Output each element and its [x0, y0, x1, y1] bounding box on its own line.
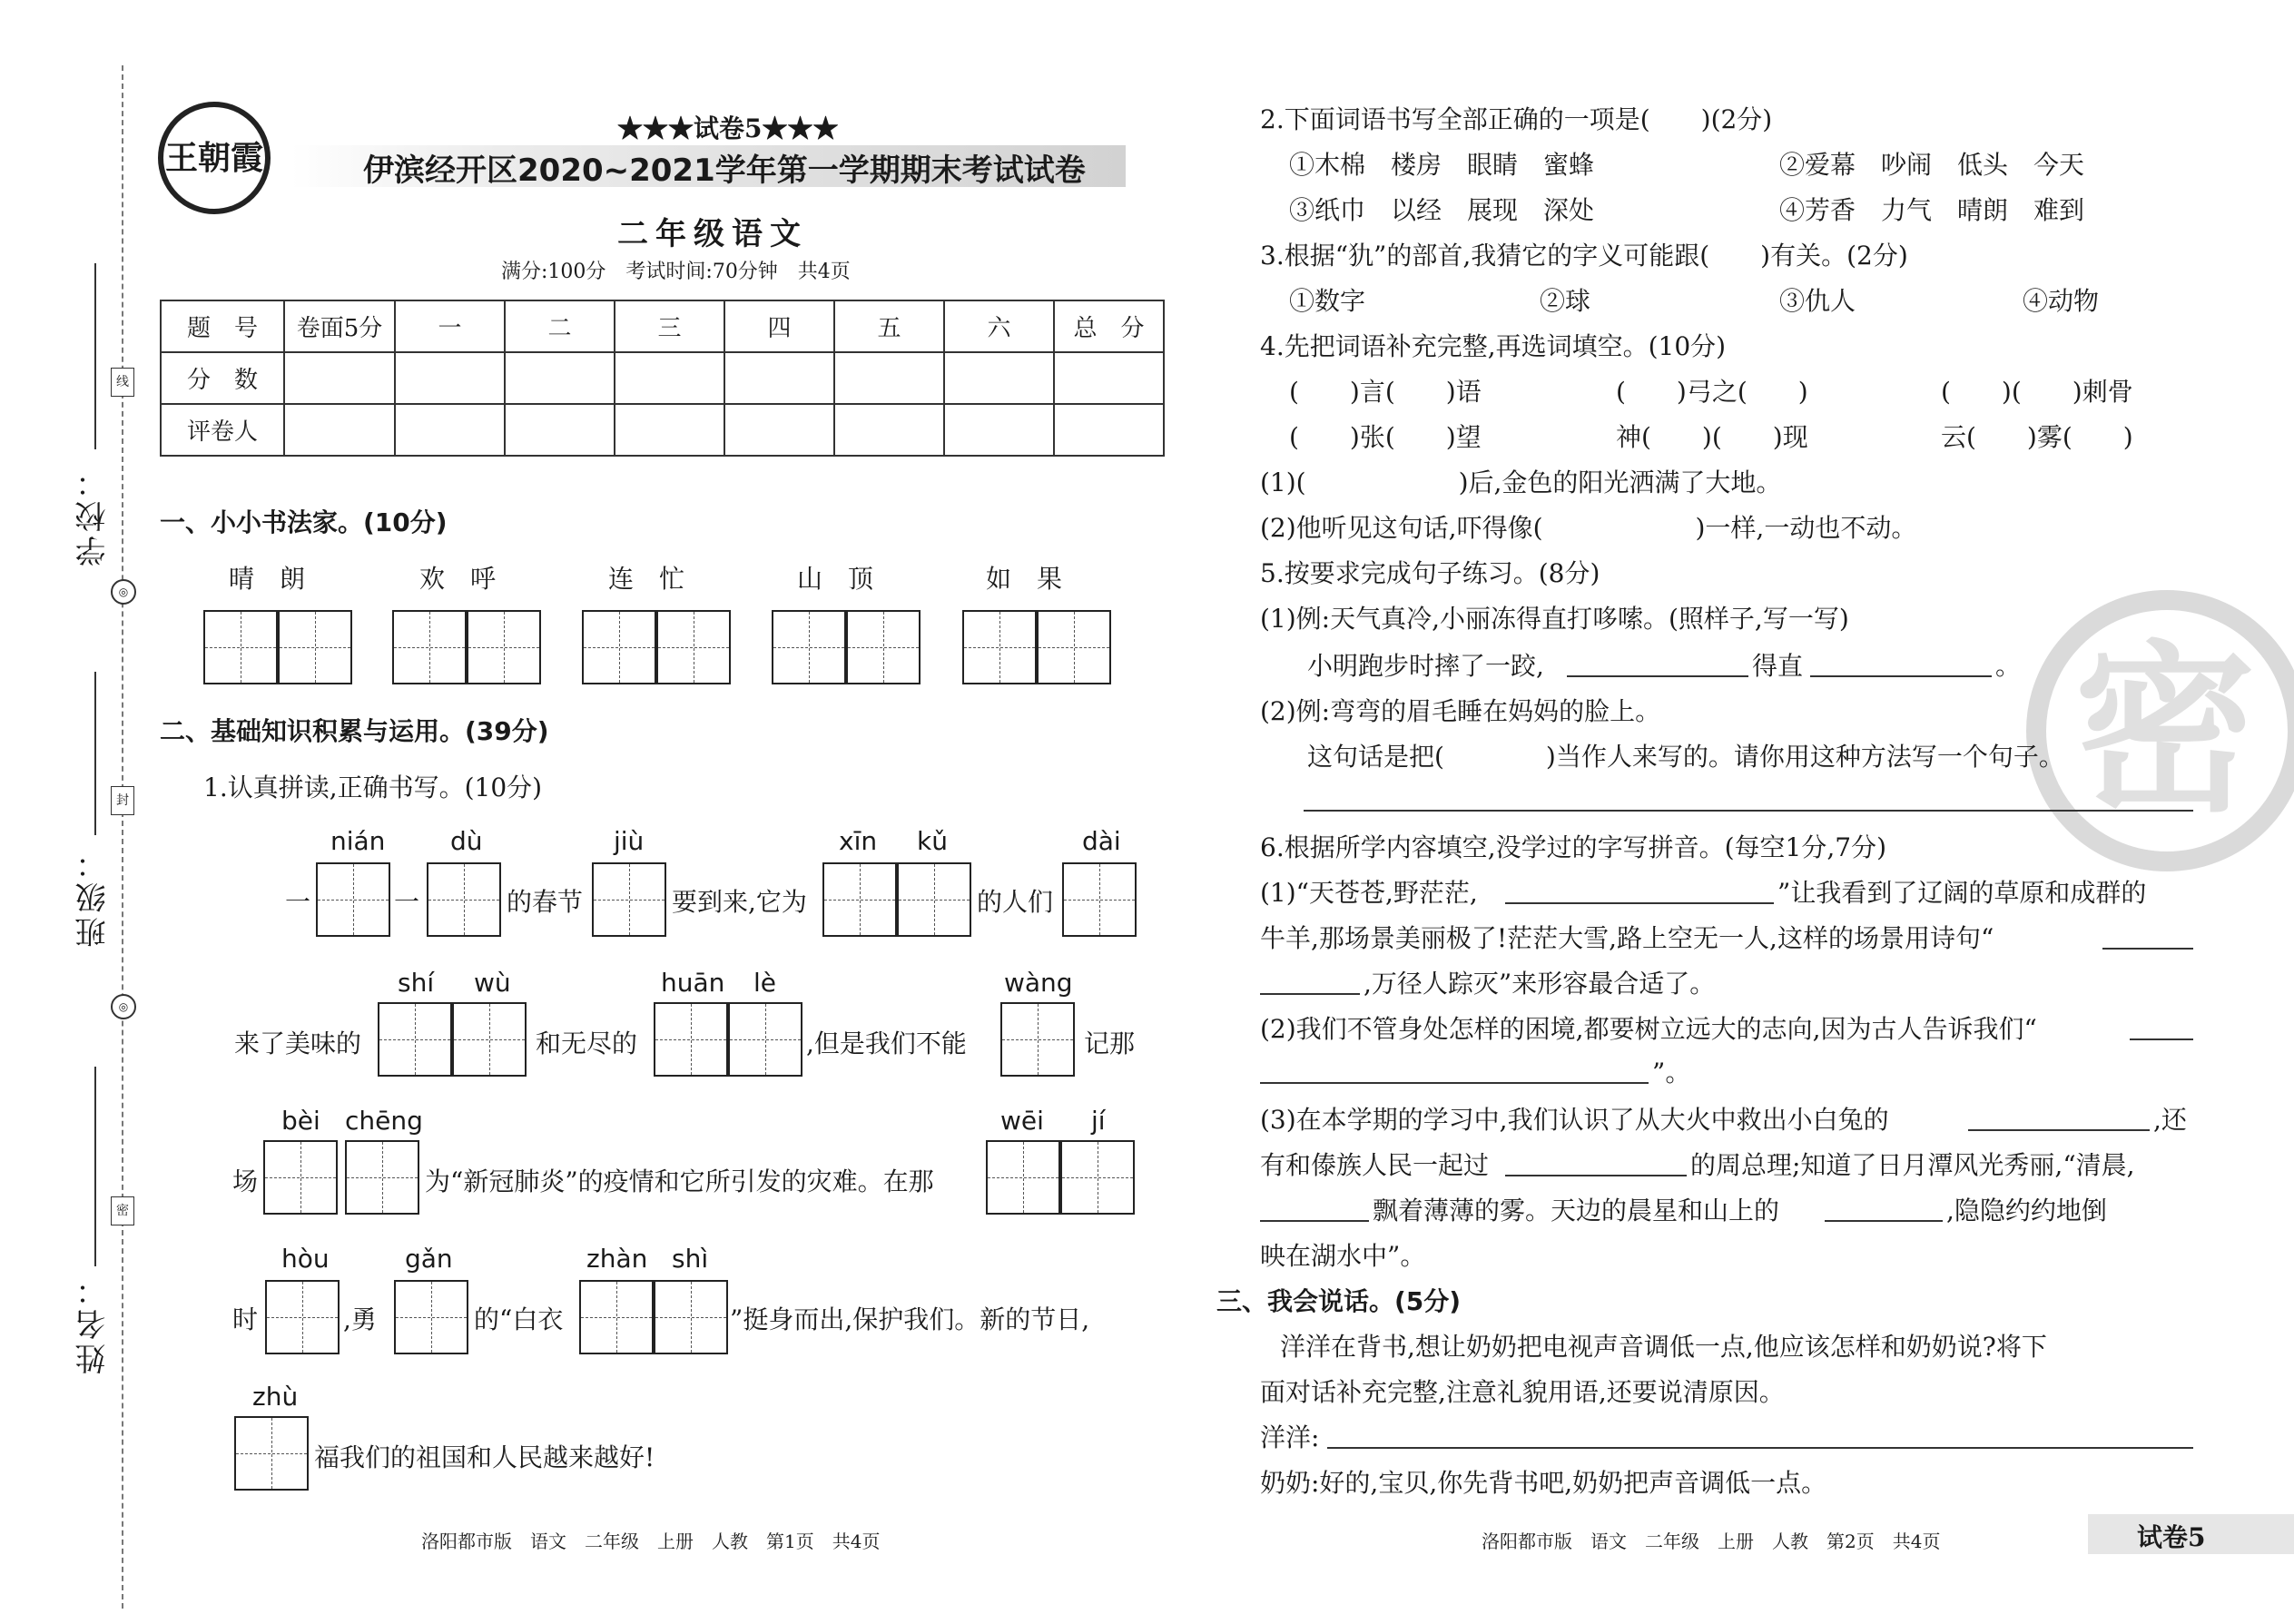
sentence-text: 一 — [394, 887, 420, 917]
writing-box[interactable] — [654, 1280, 728, 1354]
footer-left: 洛阳都市版 语文 二年级 上册 人教 第1页 共4页 — [421, 1530, 881, 1552]
fill-item[interactable]: 云( )雾( ) — [1941, 422, 2133, 452]
score-table-header-row: 题 号 卷面5分 一 二 三 四 五 六 总 分 — [161, 300, 1164, 352]
writing-box[interactable] — [986, 1140, 1060, 1215]
exam-info: 满分:100分 考试时间:70分钟 共4页 — [501, 261, 851, 283]
sentence-text: 的“白衣 — [474, 1304, 564, 1334]
sentence-text: ,但是我们不能 — [806, 1029, 967, 1058]
sentence-text: 的人们 — [977, 887, 1054, 917]
seal-mark-3: 密 — [111, 1196, 134, 1225]
question-1-title: 1.认真拼读,正确书写。(10分) — [203, 773, 543, 802]
option: ②球 — [1540, 286, 1591, 316]
dialog-text: 奶奶:好的,宝贝,你先背书吧,奶奶把声音调低一点。 — [1260, 1468, 1827, 1498]
sentence-text: 场 — [232, 1166, 259, 1196]
writing-box[interactable] — [1000, 1002, 1075, 1077]
footer-tag: 试卷5 — [2137, 1522, 2206, 1552]
section3-text: 面对话补充完整,注意礼貌用语,还要说清原因。 — [1260, 1377, 1785, 1407]
pinyin-label: zhàn — [586, 1244, 648, 1274]
subject-title: 二年级语文 — [617, 216, 808, 252]
binding-hole-icon: ◎ — [111, 579, 136, 605]
pinyin-label: jiù — [614, 826, 645, 856]
name-line — [94, 1067, 96, 1266]
pinyin-label: hòu — [281, 1244, 330, 1274]
calligraphy-word: 晴 朗 — [229, 564, 306, 594]
pinyin-label: chēng — [345, 1106, 423, 1136]
fill-item[interactable]: ( )张( )望 — [1289, 422, 1482, 452]
fill-item[interactable]: ( )( )刺骨 — [1941, 377, 2133, 407]
answer-line[interactable] — [2130, 1038, 2193, 1040]
question-6-title: 6.根据所学内容填空,没学过的字写拼音。(每空1分,7分) — [1260, 832, 1886, 862]
dialog-speaker: 洋洋: — [1260, 1422, 1320, 1452]
binding-dashed-line — [122, 65, 123, 1609]
sentence-text: ,勇 — [343, 1304, 377, 1334]
writing-box[interactable] — [452, 1002, 527, 1077]
school-label: 学校： — [75, 463, 112, 566]
option: ①木棉 楼房 眼睛 蜜蜂 — [1289, 150, 1595, 180]
paper-tag: ★★★试卷5★★★ — [617, 113, 839, 143]
pinyin-label: jí — [1091, 1106, 1106, 1136]
pinyin-label: zhù — [252, 1382, 299, 1412]
writing-box[interactable] — [203, 610, 278, 684]
example-text: (2)例:弯弯的眉毛睡在妈妈的脸上。 — [1260, 696, 1661, 726]
sentence-text: 。 — [1995, 651, 2022, 681]
sentence-text: 的周总理;知道了日月潭风光秀丽,“清晨, — [1690, 1150, 2135, 1180]
class-label: 班级： — [75, 844, 112, 948]
sentence-text: 福我们的祖国和人民越来越好! — [314, 1442, 655, 1472]
sentence-text: (1)“天苍苍,野茫茫, — [1260, 878, 1478, 908]
answer-line[interactable] — [1968, 1129, 2150, 1131]
sentence-text: 这句话是把( )当作人来写的。请你用这种方法写一个句子。 — [1307, 742, 2064, 772]
sentence-text: ”挺身而出,保护我们。新的节日, — [730, 1304, 1090, 1334]
calligraphy-word: 山 顶 — [797, 564, 874, 594]
answer-line[interactable] — [1327, 1447, 2193, 1449]
sentence-text: 得直 — [1752, 651, 1804, 681]
writing-box[interactable] — [582, 610, 656, 684]
fill-sentence[interactable]: (2)他听见这句话,吓得像( )一样,一动也不动。 — [1260, 513, 1917, 543]
writing-box[interactable] — [656, 610, 731, 684]
pinyin-label: huān — [661, 968, 725, 998]
score-row: 分 数 — [161, 352, 1164, 404]
sentence-text: 飘着薄薄的雾。天边的晨星和山上的 — [1373, 1196, 1780, 1225]
option: ④芳香 力气 晴朗 难到 — [1779, 195, 2085, 225]
sentence-text: 牛羊,那场景美丽极了!茫茫大雪,路上空无一人,这样的场景用诗句“ — [1260, 923, 1994, 953]
watermark-stamp-glyph: 密 — [2073, 624, 2256, 837]
pinyin-label: bèi — [281, 1106, 320, 1136]
sentence-text: ,万径人踪灭”来形容最合适了。 — [1364, 969, 1716, 999]
option: ③纸巾 以经 展现 深处 — [1289, 195, 1595, 225]
fill-item[interactable]: ( )弓之( ) — [1616, 377, 1808, 407]
writing-box[interactable] — [846, 610, 921, 684]
sentence-text: 一 — [285, 887, 311, 917]
writing-box[interactable] — [772, 610, 846, 684]
class-line — [94, 672, 96, 835]
sentence-text: 来了美味的 — [234, 1029, 362, 1058]
writing-box[interactable] — [579, 1280, 654, 1354]
writing-box[interactable] — [427, 862, 501, 937]
section2-title: 二、基础知识积累与运用。(39分) — [160, 716, 549, 746]
answer-line[interactable] — [1825, 1220, 1943, 1222]
sentence-text: (3)在本学期的学习中,我们认识了从大火中救出小白兔的 — [1260, 1105, 1889, 1135]
sentence-text: ”。 — [1652, 1058, 1691, 1088]
fill-item[interactable]: 神( )( )现 — [1616, 422, 1808, 452]
score-table — [160, 300, 1165, 457]
answer-line[interactable] — [2102, 948, 2193, 950]
option: ①数字 — [1289, 286, 1366, 316]
footer-right: 洛阳都市版 语文 二年级 上册 人教 第2页 共4页 — [1482, 1530, 1941, 1552]
pinyin-label: gǎn — [405, 1244, 453, 1274]
binding-hole-icon: ◎ — [111, 994, 136, 1019]
pinyin-label: kǔ — [917, 826, 948, 856]
section3-title: 三、我会说话。(5分) — [1216, 1286, 1462, 1316]
question-4-title: 4.先把词语补充完整,再选词填空。(10分) — [1260, 331, 1727, 361]
option: ②爱幕 吵闹 低头 今天 — [1779, 150, 2085, 180]
answer-line[interactable] — [1260, 993, 1360, 995]
fill-item[interactable]: ( )言( )语 — [1289, 377, 1482, 407]
calligraphy-word: 连 忙 — [608, 564, 685, 594]
sentence-text: (2)我们不管身处怎样的困境,都要树立远大的志向,因为古人告诉我们“ — [1260, 1014, 2037, 1044]
writing-box[interactable] — [278, 610, 352, 684]
writing-box[interactable] — [592, 862, 666, 937]
writing-box[interactable] — [263, 1140, 338, 1215]
pinyin-label: dù — [450, 826, 483, 856]
pinyin-label: shì — [672, 1244, 709, 1274]
sentence-text: 时 — [232, 1304, 259, 1334]
section3-text: 洋洋在背书,想让奶奶把电视声音调低一点,他应该怎样和奶奶说?将下 — [1280, 1332, 2047, 1362]
writing-box[interactable] — [822, 862, 897, 937]
exam-title: 伊滨经开区2020~2021学年第一学期期末考试试卷 — [363, 153, 1086, 189]
pinyin-label: wù — [474, 968, 511, 998]
writing-box[interactable] — [467, 610, 541, 684]
sentence-text: 有和傣族人民一起过 — [1260, 1150, 1490, 1180]
answer-line[interactable] — [1567, 675, 1748, 677]
sentence-text: 映在湖水中”。 — [1260, 1241, 1426, 1271]
pinyin-label: nián — [330, 826, 386, 856]
calligraphy-word: 欢 呼 — [419, 564, 497, 594]
question-3-title: 3.根据“犰”的部首,我猜它的字义可能跟( )有关。(2分) — [1260, 241, 1908, 271]
sentence-text: ”让我看到了辽阔的草原和成群的 — [1777, 878, 2147, 908]
fill-sentence[interactable]: (1)( )后,金色的阳光洒满了大地。 — [1260, 468, 1782, 497]
sentence-text: 和无尽的 — [536, 1029, 638, 1058]
seal-mark-1: 线 — [111, 368, 134, 397]
school-line — [94, 263, 96, 449]
brand-logo: 王朝霞 — [158, 102, 271, 214]
writing-box[interactable] — [345, 1140, 419, 1215]
seal-mark-2: 封 — [111, 786, 134, 815]
writing-box[interactable] — [962, 610, 1037, 684]
sentence-text: 记那 — [1084, 1029, 1136, 1058]
answer-line[interactable] — [1505, 1175, 1687, 1176]
sentence-text: 小明跑步时摔了一跤, — [1307, 651, 1544, 681]
answer-line[interactable] — [1810, 675, 1992, 677]
example-text: (1)例:天气真冷,小丽冻得直打哆嗦。(照样子,写一写) — [1260, 604, 1849, 634]
answer-line[interactable] — [1260, 1220, 1369, 1222]
writing-box[interactable] — [897, 862, 971, 937]
writing-box[interactable] — [1037, 610, 1111, 684]
sentence-text: ,隐隐约约地倒 — [1946, 1196, 2107, 1225]
sentence-text: 要到来,它为 — [672, 887, 807, 917]
writing-box[interactable] — [378, 1002, 452, 1077]
section1-title: 一、小小书法家。(10分) — [160, 507, 448, 537]
calligraphy-word: 如 果 — [986, 564, 1063, 594]
sentence-text: 的春节 — [507, 887, 584, 917]
answer-line[interactable] — [1304, 810, 2193, 812]
option: ③仇人 — [1779, 286, 1856, 316]
answer-line[interactable] — [1505, 902, 1774, 904]
writing-box[interactable] — [265, 1280, 340, 1354]
pinyin-label: dài — [1082, 826, 1121, 856]
pinyin-label: lè — [753, 968, 777, 998]
grader-row: 评卷人 — [161, 404, 1164, 456]
writing-box[interactable] — [654, 1002, 728, 1077]
answer-line[interactable] — [1260, 1082, 1649, 1084]
question-2-title: 2.下面词语书写全部正确的一项是( )(2分) — [1260, 104, 1773, 134]
writing-box[interactable] — [234, 1416, 309, 1491]
writing-box[interactable] — [394, 1280, 468, 1354]
question-5-title: 5.按要求完成句子练习。(8分) — [1260, 558, 1600, 588]
sentence-text: 为“新冠肺炎”的疫情和它所引发的灾难。在那 — [425, 1166, 934, 1196]
writing-box[interactable] — [316, 862, 390, 937]
name-label: 姓名： — [75, 1271, 112, 1374]
pinyin-label: shí — [398, 968, 435, 998]
pinyin-label: wàng — [1004, 968, 1073, 998]
writing-box[interactable] — [728, 1002, 802, 1077]
option: ④动物 — [2023, 286, 2100, 316]
writing-box[interactable] — [392, 610, 467, 684]
pinyin-label: wēi — [1000, 1106, 1044, 1136]
writing-box[interactable] — [1062, 862, 1137, 937]
writing-box[interactable] — [1060, 1140, 1135, 1215]
pinyin-label: xīn — [839, 826, 878, 856]
sentence-text: ,还 — [2153, 1105, 2187, 1135]
